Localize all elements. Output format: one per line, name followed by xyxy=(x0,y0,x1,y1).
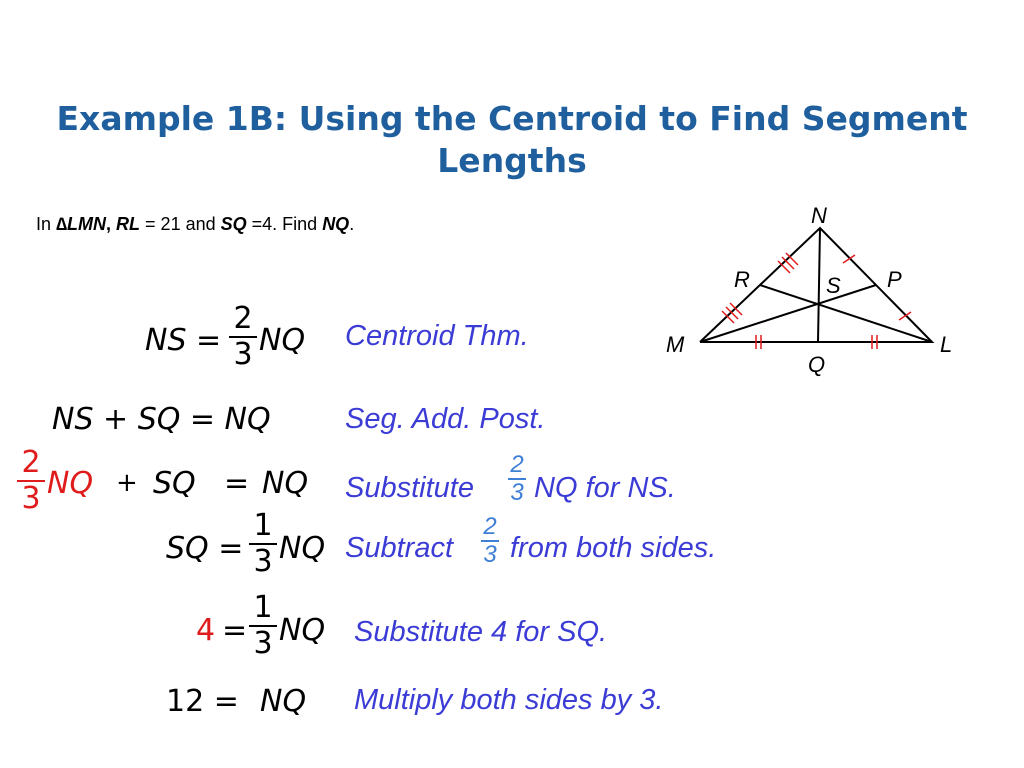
step3-frac-num: 2 xyxy=(21,445,41,480)
step5-frac-num: 1 xyxy=(253,590,273,625)
triangle-diagram xyxy=(650,195,980,385)
step4-note-before: Subtract xyxy=(345,532,453,564)
slide-title: Example 1B: Using the Centroid to Find Segment Lengths xyxy=(56,99,968,180)
problem-end: . xyxy=(349,214,355,234)
label-q: Q xyxy=(808,352,826,377)
step6-note: Multiply both sides by 3. xyxy=(354,684,664,716)
step5-lhs-value: 4 xyxy=(196,613,216,648)
step1-frac-den: 3 xyxy=(233,337,253,372)
step4-frac-num: 1 xyxy=(253,508,273,543)
step5-fraction xyxy=(246,591,280,661)
label-n: N xyxy=(811,203,827,228)
tick-marks-rn xyxy=(778,253,798,273)
step4-lhs: SQ = xyxy=(166,531,244,566)
step1-note: Centroid Thm. xyxy=(345,320,529,352)
step3-term1: NQ xyxy=(47,466,94,501)
problem-triangle: ∆LMN xyxy=(56,214,107,234)
step4-fraction xyxy=(246,509,280,579)
step3-frac-den: 3 xyxy=(21,481,41,516)
step4-note-frac-den: 3 xyxy=(483,541,497,568)
step2-expr: NS + SQ = NQ xyxy=(52,402,271,437)
step4-note-frac-num: 2 xyxy=(483,513,497,540)
problem-eq1: = 21 and xyxy=(140,214,221,234)
step3-note-after: NQ for NS. xyxy=(534,472,676,504)
step1-frac-num: 2 xyxy=(233,301,253,336)
step3-note-frac-den: 3 xyxy=(510,479,524,506)
step4-rhs: NQ xyxy=(279,531,326,566)
step1-lhs: NS = xyxy=(145,323,222,358)
step6-rhs: NQ xyxy=(260,684,307,719)
step3-note-frac-num: 2 xyxy=(510,451,524,478)
step2-note: Seg. Add. Post. xyxy=(345,403,546,435)
step6-lhs: 12 = xyxy=(166,684,239,719)
label-r: R xyxy=(734,267,750,292)
step5-equals: = xyxy=(222,613,248,648)
step3-term2: SQ xyxy=(153,466,196,501)
problem-sq: SQ xyxy=(220,214,247,234)
problem-rl: RL xyxy=(116,214,141,234)
label-m: M xyxy=(666,332,685,357)
step5-note: Substitute 4 for SQ. xyxy=(354,616,608,648)
problem-nq: NQ xyxy=(322,214,350,234)
step1-rhs: NQ xyxy=(259,323,306,358)
problem-prefix: In xyxy=(36,214,57,234)
label-p: P xyxy=(887,267,902,292)
step5-rhs: NQ xyxy=(279,613,326,648)
step3-plus: + xyxy=(116,468,138,498)
step3-rhs: NQ xyxy=(262,466,309,501)
step3-equals: = xyxy=(224,466,250,501)
step4-note-fraction xyxy=(479,514,501,568)
median-n-q xyxy=(818,228,820,342)
step3-fraction xyxy=(14,446,48,516)
step5-frac-den: 3 xyxy=(253,626,273,661)
label-s: S xyxy=(826,273,841,298)
step3-note-before: Substitute xyxy=(345,472,474,504)
problem-sep: , xyxy=(106,214,117,234)
problem-statement xyxy=(36,214,354,235)
label-l: L xyxy=(940,332,953,357)
step3-note-fraction xyxy=(506,452,528,506)
step1-fraction xyxy=(226,302,260,372)
step4-note-after: from both sides. xyxy=(510,532,717,564)
step4-frac-den: 3 xyxy=(253,544,273,579)
problem-eq2: =4. Find xyxy=(246,214,323,234)
